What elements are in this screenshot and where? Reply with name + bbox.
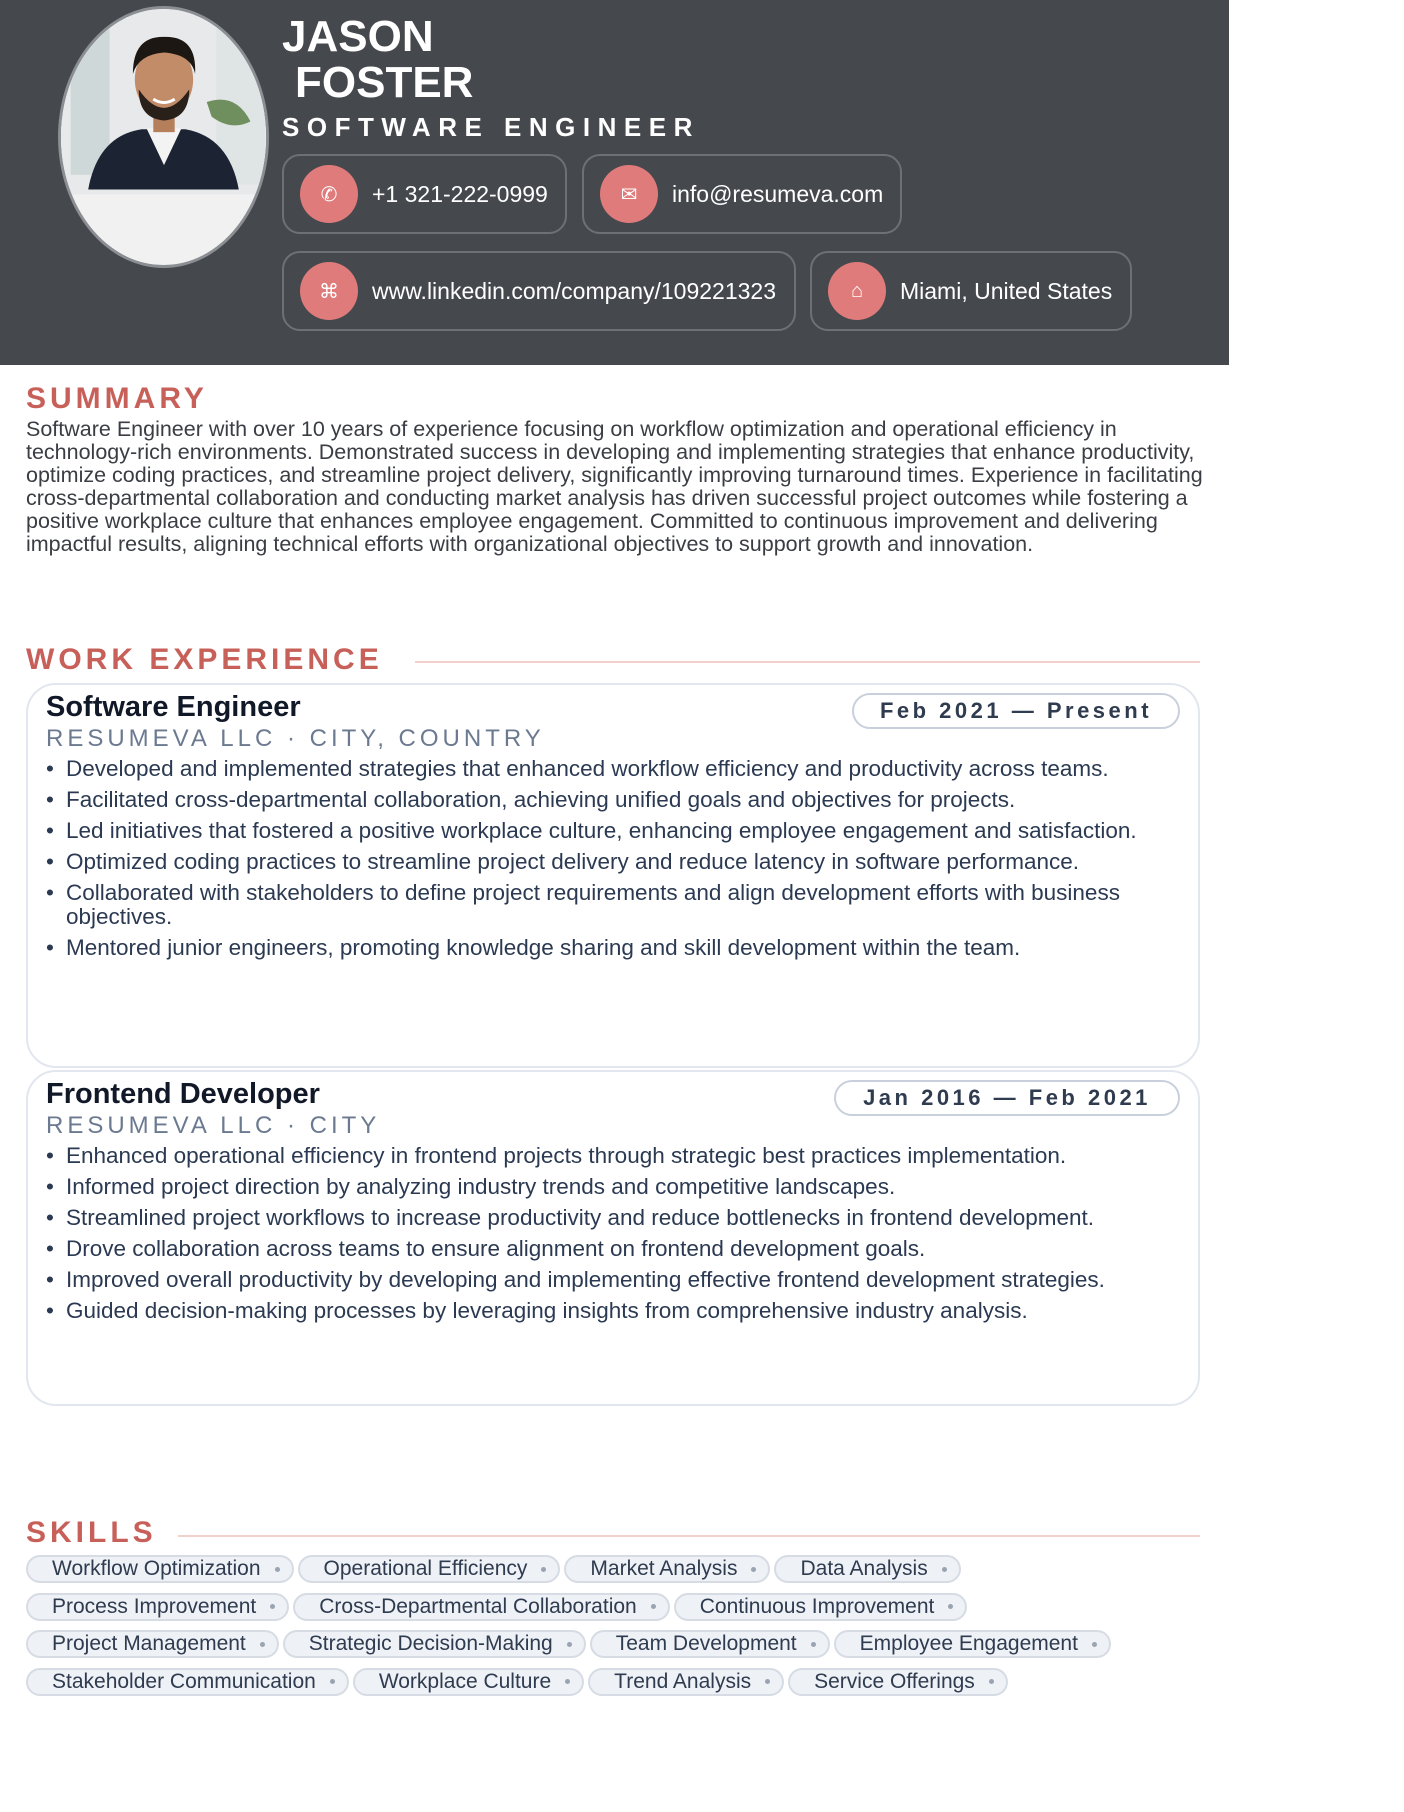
skill-tag: Employee Engagement [834, 1630, 1111, 1658]
job-bullets [46, 1144, 1166, 1330]
job-title: Software Engineer [46, 691, 301, 723]
skill-tag: Project Management [26, 1630, 279, 1658]
contact-linkedin-text: www.linkedin.com/company/109221323 [372, 277, 777, 304]
skills-list [26, 1555, 1206, 1705]
job-bullet: • Informed project direction by analyzing industry trends and competitive landscapes. [46, 1175, 1166, 1199]
skills-divider [178, 1535, 1200, 1537]
summary-text: Software Engineer with over 10 years of experience focusing on workflow optimization and operational efficiency in technology-rich environments. Demonstrated success in developing and implementing strategies that enhance productivity, optimize coding practices, and streamline project delivery, significantly improving turnaround times. Experience in facilitating cross-departmental collaboration and conducting market analysis has driven successful project outcomes while fostering a positive workplace culture that enhances employee engagement. Committed to continuous improvement and delivering impactful results, aligning technical efforts with organizational objectives to support growth and innovation. [26, 417, 1203, 556]
skills-row [26, 1668, 1206, 1696]
contact-location-text: Miami, United States [900, 277, 1113, 304]
email-icon: ✉ [600, 165, 658, 223]
work-experience-heading: WORK EXPERIENCE [26, 643, 383, 676]
skill-tag: Market Analysis [564, 1555, 770, 1583]
job-bullet: • Mentored junior engineers, promoting knowledge sharing and skill development within the team. [46, 936, 1166, 960]
skill-tag: Strategic Decision-Making [283, 1630, 586, 1658]
skill-tag: Team Development [590, 1630, 830, 1658]
job-bullet: • Led initiatives that fostered a positive workplace culture, enhancing employee engagement and satisfaction. [46, 819, 1166, 843]
skill-tag: Operational Efficiency [298, 1555, 561, 1583]
skill-tag: Service Offerings [788, 1668, 1008, 1696]
resume-header [0, 0, 1229, 365]
contact-phone[interactable] [282, 154, 567, 234]
job-bullets [46, 757, 1166, 967]
job-company: RESUMEVA LLC · CITY, COUNTRY [46, 725, 545, 752]
name-last: FOSTER [295, 58, 474, 107]
job-bullet: • Improved overall productivity by developing and implementing effective frontend development strategies. [46, 1268, 1166, 1292]
job-card [26, 1070, 1200, 1406]
job-bullet: • Enhanced operational efficiency in frontend projects through strategic best practices implementation. [46, 1144, 1166, 1168]
linkedin-icon: ⌘ [300, 262, 358, 320]
candidate-name [282, 14, 473, 106]
candidate-role: SOFTWARE ENGINEER [282, 112, 700, 142]
skill-tag: Data Analysis [774, 1555, 960, 1583]
skill-tag: Workplace Culture [353, 1668, 584, 1696]
skill-tag: Cross-Departmental Collaboration [293, 1593, 669, 1621]
job-card [26, 683, 1200, 1068]
name-first: JASON [282, 12, 434, 61]
job-bullet: • Facilitated cross-departmental collaboration, achieving unified goals and objectives for projects. [46, 788, 1166, 812]
profile-photo [58, 6, 269, 268]
skill-tag: Trend Analysis [588, 1668, 784, 1696]
profile-photo-image [61, 9, 266, 265]
contact-email[interactable] [582, 154, 902, 234]
contact-location[interactable] [810, 251, 1132, 331]
skills-row [26, 1630, 1206, 1658]
job-bullet: • Drove collaboration across teams to ensure alignment on frontend development goals. [46, 1237, 1166, 1261]
skill-tag: Continuous Improvement [674, 1593, 968, 1621]
contact-email-text: info@resumeva.com [672, 180, 884, 207]
skills-heading: SKILLS [26, 1516, 157, 1549]
job-dates: Jan 2016 — Feb 2021 [834, 1080, 1180, 1116]
contact-phone-text: +1 321-222-0999 [372, 180, 548, 207]
skills-row [26, 1555, 1206, 1583]
job-bullet: • Developed and implemented strategies that enhanced workflow efficiency and productivity across teams. [46, 757, 1166, 781]
skills-row [26, 1593, 1206, 1621]
job-bullet: • Collaborated with stakeholders to define project requirements and align development efforts with business objectives. [46, 881, 1166, 929]
skill-tag: Process Improvement [26, 1593, 289, 1621]
job-bullet: • Optimized coding practices to streamline project delivery and reduce latency in software performance. [46, 850, 1166, 874]
skill-tag: Workflow Optimization [26, 1555, 294, 1583]
phone-icon: ✆ [300, 165, 358, 223]
work-experience-divider [415, 661, 1200, 663]
job-dates: Feb 2021 — Present [852, 693, 1180, 729]
job-bullet: • Guided decision-making processes by leveraging insights from comprehensive industry analysis. [46, 1299, 1166, 1323]
job-bullet: • Streamlined project workflows to increase productivity and reduce bottlenecks in frontend development. [46, 1206, 1166, 1230]
job-company: RESUMEVA LLC · CITY [46, 1112, 381, 1139]
job-title: Frontend Developer [46, 1078, 320, 1110]
contact-linkedin[interactable] [282, 251, 796, 331]
location-icon: ⌂ [828, 262, 886, 320]
skill-tag: Stakeholder Communication [26, 1668, 349, 1696]
summary-heading: SUMMARY [26, 382, 208, 415]
